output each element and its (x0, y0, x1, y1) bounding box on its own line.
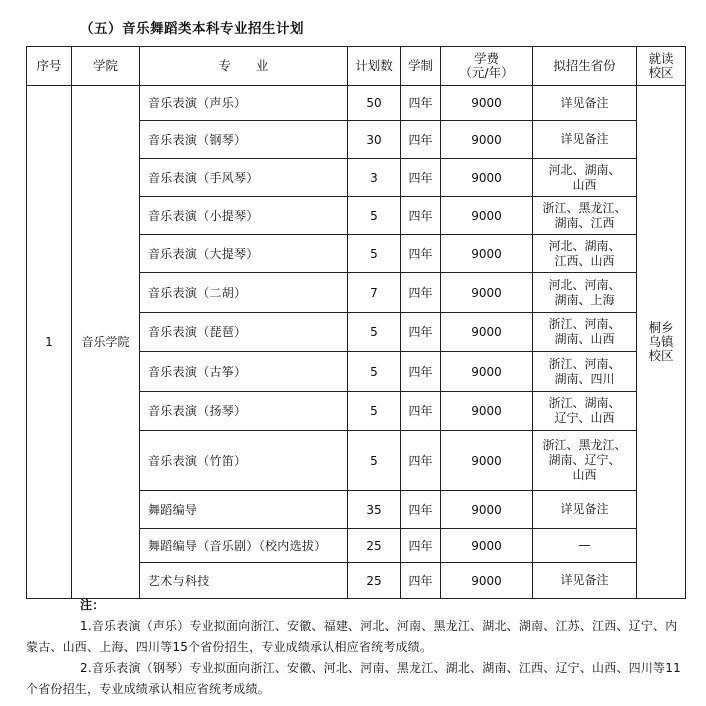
cell-college: 音乐学院 (72, 86, 140, 599)
header-fee (441, 47, 533, 86)
province-line: 辽宁、山西 (554, 411, 615, 425)
cell-major (140, 159, 348, 197)
cell-provinces (533, 273, 637, 313)
cell-plan: 5 (348, 313, 401, 352)
major-name: 音乐表演（小提琴） (148, 208, 259, 223)
cell-major (140, 431, 348, 491)
campus-line: 乌镇 (648, 334, 674, 349)
cell-major (140, 235, 348, 273)
cell-duration: 四年 (401, 86, 441, 121)
cell-major (140, 121, 348, 159)
cell-duration: 四年 (401, 491, 441, 529)
cell-fee: 9000 (441, 491, 533, 529)
notes-label: 注： (80, 598, 105, 612)
cell-duration: 四年 (401, 563, 441, 599)
enrollment-plan-table (26, 46, 686, 599)
note-item-1: 1.音乐表演（声乐）专业拟面向浙江、安徽、福建、河北、河南、黑龙江、湖北、湖南、江苏、江西、辽宁、内蒙古、山西、上海、四川等15个省份招生，专业成绩承认相应省统考成绩。 (26, 619, 678, 654)
province-line: 浙江、河南、 (548, 356, 621, 371)
cell-major (140, 352, 348, 392)
table-header-row (27, 47, 686, 86)
province-line: 山西 (572, 468, 597, 482)
header-campus-line2: 校区 (648, 65, 674, 80)
cell-plan: 5 (348, 392, 401, 431)
cell-duration: 四年 (401, 273, 441, 313)
cell-major (140, 392, 348, 431)
cell-fee: 9000 (441, 235, 533, 273)
province-line: 湖南、山西 (554, 332, 615, 346)
note-item-2: 2.音乐表演（钢琴）专业拟面向浙江、安徽、河北、河南、黑龙江、湖北、湖南、江西、辽宁、山西、四川等11个省份招生，专业成绩承认相应省统考成绩。 (26, 661, 681, 696)
table-body (27, 86, 686, 599)
cell-provinces (533, 491, 637, 529)
cell-duration: 四年 (401, 235, 441, 273)
cell-major (140, 86, 348, 121)
major-name: 音乐表演（手风琴） (148, 170, 259, 185)
province-line: 河北、湖南、 (548, 162, 621, 177)
header-college: 学院 (72, 47, 140, 86)
major-name: 音乐表演（古筝） (148, 364, 247, 379)
major-name: 艺术与科技 (148, 573, 210, 588)
cell-plan: 5 (348, 197, 401, 235)
province-line: 河北、河南、 (548, 277, 621, 292)
cell-duration: 四年 (401, 121, 441, 159)
campus-line: 校区 (648, 348, 674, 363)
province-line: 详见备注 (560, 132, 609, 146)
cell-plan: 25 (348, 563, 401, 599)
major-name: 音乐表演（二胡） (148, 285, 247, 300)
cell-fee: 9000 (441, 529, 533, 563)
province-line: 浙江、河南、 (548, 317, 621, 331)
cell-provinces (533, 563, 637, 599)
cell-fee: 9000 (441, 86, 533, 121)
major-name: 舞蹈编导 (148, 502, 198, 517)
major-name: 音乐表演（竹笛） (148, 453, 247, 468)
cell-provinces (533, 159, 637, 197)
province-line: 浙江、湖南、 (548, 396, 621, 410)
cell-plan: 5 (348, 431, 401, 491)
cell-provinces (533, 86, 637, 121)
header-provinces: 拟招生省份 (533, 47, 637, 86)
cell-duration: 四年 (401, 392, 441, 431)
cell-duration: 四年 (401, 352, 441, 392)
province-line: 湖南、辽宁、 (548, 453, 621, 467)
table-row (27, 86, 686, 121)
header-duration: 学制 (401, 47, 441, 86)
cell-duration: 四年 (401, 431, 441, 491)
header-major: 专 业 (140, 47, 348, 86)
cell-fee: 9000 (441, 563, 533, 599)
province-line: 山西 (572, 177, 597, 192)
header-fee-line1: 学费 (473, 51, 499, 66)
cell-provinces (533, 529, 637, 563)
cell-duration: 四年 (401, 529, 441, 563)
province-line: 湖南、江西 (554, 215, 615, 230)
major-name: 音乐表演（琵琶） (148, 325, 247, 339)
header-campus (637, 47, 686, 86)
province-line: 详见备注 (560, 95, 609, 110)
cell-major (140, 529, 348, 563)
province-line: 湖南、四川 (554, 371, 615, 386)
cell-plan: 30 (348, 121, 401, 159)
notes-section (26, 595, 686, 700)
cell-provinces (533, 392, 637, 431)
cell-duration: 四年 (401, 159, 441, 197)
cell-major (140, 197, 348, 235)
province-line: 浙江、黑龙江、 (542, 200, 627, 215)
province-line: 详见备注 (560, 502, 609, 516)
cell-provinces (533, 235, 637, 273)
header-campus-line1: 就读 (648, 51, 674, 66)
province-line: 浙江、黑龙江、 (542, 438, 627, 452)
section-title: （五）音乐舞蹈类本科专业招生计划 (80, 21, 304, 37)
cell-fee: 9000 (441, 352, 533, 392)
cell-provinces (533, 121, 637, 159)
cell-plan: 5 (348, 235, 401, 273)
province-line: 江西、山西 (554, 253, 615, 268)
cell-major (140, 313, 348, 352)
cell-duration: 四年 (401, 197, 441, 235)
cell-fee: 9000 (441, 197, 533, 235)
campus-line: 桐乡 (648, 320, 674, 335)
header-plan: 计划数 (348, 47, 401, 86)
province-line: — (578, 538, 591, 552)
cell-plan: 7 (348, 273, 401, 313)
cell-fee: 9000 (441, 431, 533, 491)
cell-provinces (533, 197, 637, 235)
cell-plan: 3 (348, 159, 401, 197)
cell-provinces (533, 313, 637, 352)
cell-provinces (533, 352, 637, 392)
cell-fee: 9000 (441, 121, 533, 159)
cell-provinces (533, 431, 637, 491)
major-name: 音乐表演（扬琴） (148, 404, 247, 418)
cell-plan: 35 (348, 491, 401, 529)
cell-major (140, 563, 348, 599)
province-line: 湖南、上海 (554, 292, 615, 307)
cell-fee: 9000 (441, 392, 533, 431)
cell-fee: 9000 (441, 159, 533, 197)
cell-major (140, 273, 348, 313)
header-seq: 序号 (27, 47, 72, 86)
province-line: 河北、湖南、 (548, 238, 621, 253)
cell-plan: 50 (348, 86, 401, 121)
major-name: 舞蹈编导（音乐剧）（校内选拔） (148, 538, 327, 553)
cell-plan: 5 (348, 352, 401, 392)
cell-seq: 1 (27, 86, 72, 599)
cell-fee: 9000 (441, 313, 533, 352)
major-name: 音乐表演（声乐） (148, 96, 247, 110)
cell-campus (637, 86, 686, 599)
header-fee-line2: （元/年） (459, 65, 514, 80)
cell-duration: 四年 (401, 313, 441, 352)
major-name: 音乐表演（钢琴） (148, 132, 247, 147)
cell-fee: 9000 (441, 273, 533, 313)
cell-plan: 25 (348, 529, 401, 563)
province-line: 详见备注 (560, 573, 609, 587)
major-name: 音乐表演（大提琴） (148, 246, 259, 261)
cell-major (140, 491, 348, 529)
